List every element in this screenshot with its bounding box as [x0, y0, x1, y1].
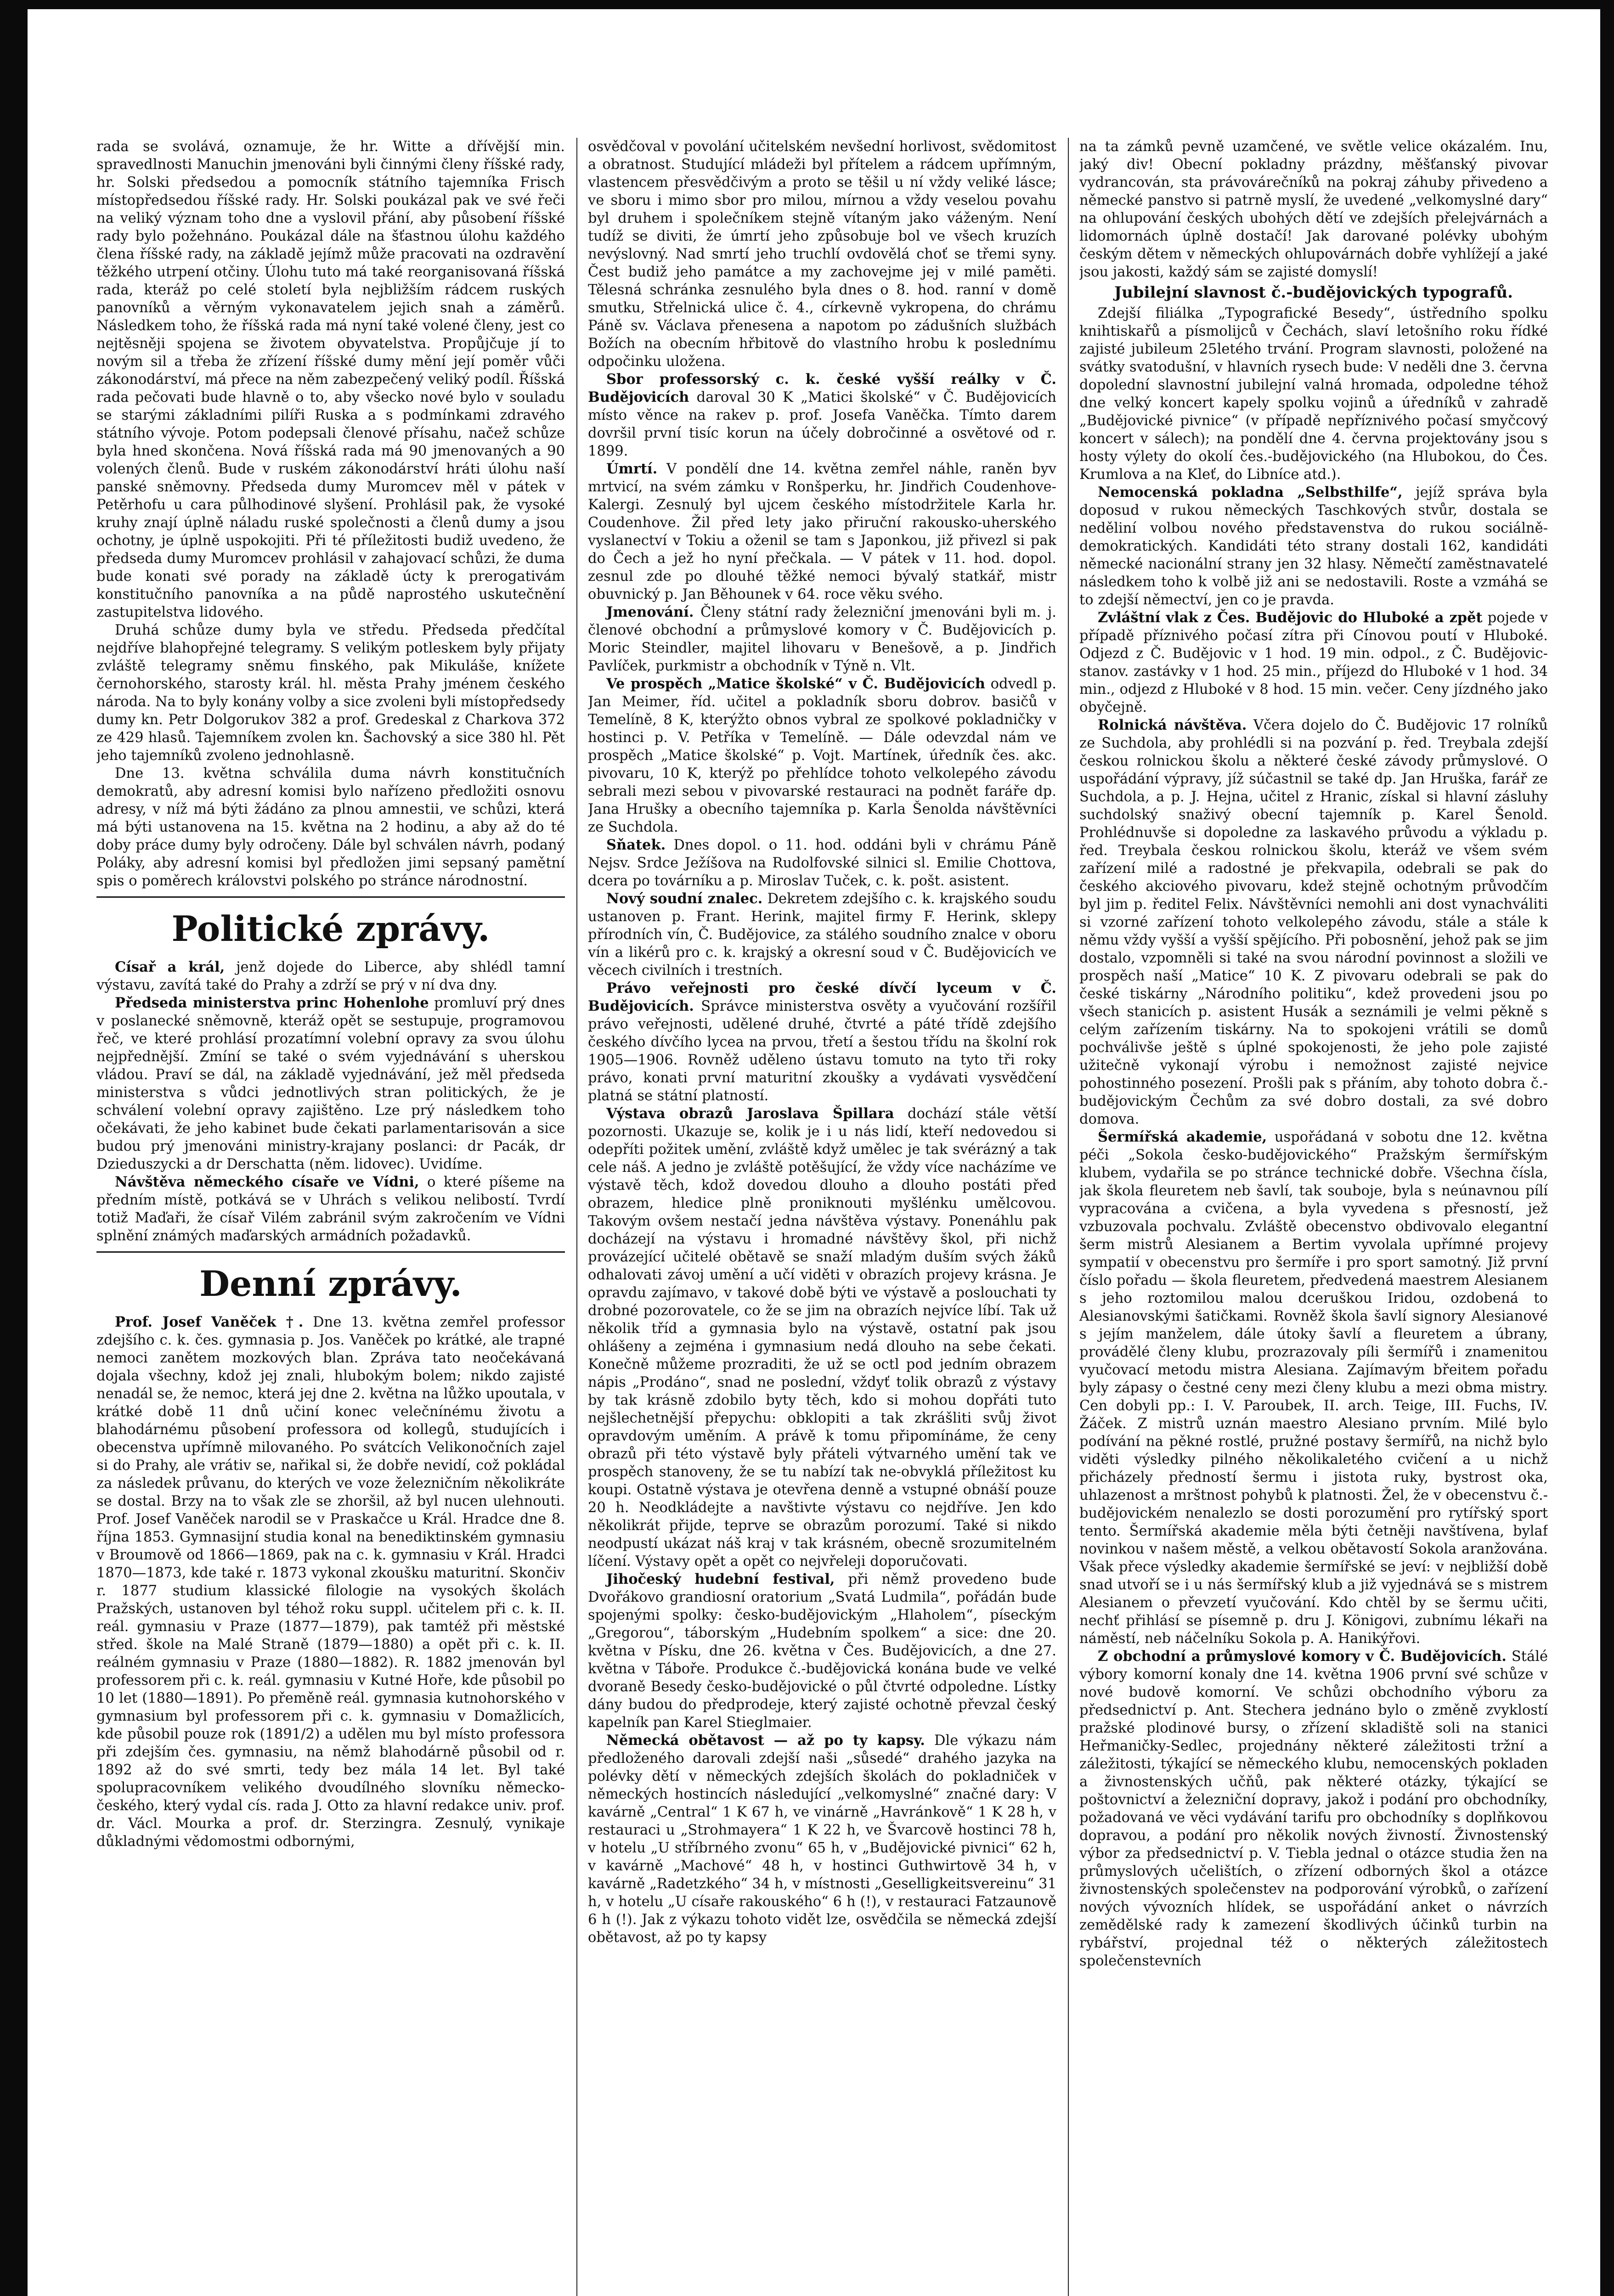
item-text: Správce ministerstva osvěty a vyučování rozšířil právo veřejnosti, udělené druhé, čtvrté a páté třídě zdejšího českého dívčího lycea na prvou, třetí a šestou třídu na školní rok 1905—1906. Rovněž uděleno ústavu tomuto na tyto tři roky právo, konati první maturitní zkoušky a vydávati vysvědčení platná se státní platností.: [588, 998, 1056, 1104]
item-text: Stálé výbory komorní konaly dne 14. května 1906 první své schůze v nové budově komorní. Ve schůzi obchodního výboru za předsednictví p. Ant. Stechera jednáno bylo o změně zvyklostí pražské plodinové bursy, o zřízení skladiště soli na stanici Heřmaničky-Sedlec, projednány některé záležitosti tržní a záležitosti, týkající se německého klubu, nemocenských pokladen a živnostenských učňů, pak některé otázky, týkající se poštovnictví a železniční dopravy, jakož i podání pro obchodníky, požadovaná ve věci vydávání tarifu pro obchodníky s doplňkovou dopravou, a podání pro několik nových živností. Živnostenský výbor za předsednictví p. V. Tiebla jednal o otázce studia žen na průmyslových učelištích, o zřízení odborných škol a otázce živnostenských společenstev na podporování výrobků, o zařízení nových vývozních hlídek, se uspořádání anket o návrzích zemědělské rady k zamezení škodlivých účinků turbin na rybářství, projednal též o některých záležitostech společenstevních: [1079, 1649, 1548, 1969]
item-lead: Předseda ministerstva princ Hohenlohe: [115, 995, 429, 1011]
item-text: Dekretem zdejšího c. k. krajského soudu ustanoven p. Frant. Herink, majitel firmy F. Herink, sklepy přírodních vín, Č. Budějovice, za stálého soudního znalce v oboru vín a likérů pro c. k. krajský a okresní soud v Č. Budějovicích ve věcech civilních i trestních.: [588, 891, 1056, 979]
section-divider: [96, 1251, 565, 1253]
item-text: Členy státní rady železniční jmenováni byli m. j. členové obchodní a průmyslové komory v Č. Budějovicích p. Moric Steindler, majitel lihovaru v Benešově, a p. Jindřich Pavlíček, purkmistr a obchodník v Týně n. Vlt.: [588, 604, 1056, 674]
item-text: daroval 30 K „Matici školské“ v Č. Budějovicích místo věnce na rakev p. prof. Josefa Vaněčka. Tímto darem dovršil první tisíc korun na účely dobročinné a osvětové od r. 1899.: [588, 389, 1056, 459]
item-lead: Ve prospěch „Matice školské“ v Č. Budějovicích: [606, 675, 985, 692]
item-lead: Zvláštní vlak z Čes. Budějovic do Hluboké a zpět: [1098, 609, 1483, 626]
column-rule: [1068, 138, 1069, 2296]
column-rule: [576, 138, 577, 2296]
column-middle: [588, 138, 1056, 2296]
item-lead: Výstava obrazů Jaroslava Špillara: [606, 1105, 894, 1122]
item-text: jenž dojede do Liberce, aby shlédl tamní výstavu, zavítá také do Prahy a zdrží se prý v ní dva dny.: [96, 959, 565, 993]
item-text: dochází stále větší pozornosti. Ukazuje se, kolik je i u nás lidí, kteří nedovedou si odepříti požitek umění, zvláště když umělec je tak svérázný a tak cele náš. A jedno je zvláště potěšující, že vždy více nacházíme ve výstavě těch, kdož dovedou dlouho a dlouho postáti před obrazem, hledice plně proniknouti myšlénku umělcovou. Takovým ovšem nestačí jedna návštěva výstavy. Ponenáhlu pak docházejí na výstavu i hromadné návštěvy škol, při nichž provázející učitelé obětavě se snaží mladým duším svých žáků odhalovati závoj umění a učí viděti v obrazích projevy krásna. Je opravdu zajímavo, v takové době býti ve výstavě a poslouchati ty drobné pozorovatele, co že se jim na obrazích nejvíce líbí. Tak už několik tříd a gymnasia bylo na výstavě, ostatní pak jsou ohlášeny a zejména i gymnasium nedá dlouho na sebe čekati. Konečně můžeme prozraditi, že už se octl pod jedním obrazem nápis „Prodáno“, snad ne poslední, vždyť tolik obrazů z výstavy by tak krásně zdobilo byty těch, kdo si mohou dopřáti tuto nejšlechetnější přepychu: obklopiti a tak zkrášliti svůj život opravdovým uměním. A právě k tomu připomínáme, že ceny obrazů při této výstavě byly přáteli výtvarného umění tak ve prospěch stanoveny, že se tu nabízí tak ne-obvyklá příležitost ku koupi. Ostatně výstava je otevřena denně a vstupné obnáší pouze 20 h. Neodkládejte a navštivte výstavu co nejdříve. Jen kdo několikrát přijde, teprve se obrazům porozumí. Také si nikdo neodpustí ukázat náš kraj v tak krásném, obecně srozumitelném líčení. Výstavy opět a opět co nejvřeleji doporučovati.: [588, 1106, 1056, 1570]
item-lead: Císař a král,: [115, 959, 225, 975]
item-lead: Nový soudní znalec.: [606, 890, 763, 907]
item-text: o které píšeme na předním místě, potkává se v Uhrách s velikou nelibostí. Tvrdí totiž Maďaři, že císař Vilém zabránil svým zakročením ve Vídni splnění známých maďarských armádních požadavků.: [96, 1174, 565, 1244]
item-text: V pondělí dne 14. května zemřel náhle, raněn byv mrtvicí, na svém zámku v Ronšperku, hr. Jindřich Coudenhove-Kalergi. Zesnulý byl ujcem českého místodržitele Karla hr. Coudenhove. Žil před lety jako přiruční rakousko-uherského vyslanectví v Tokiu a oženil se tam s Japonkou, již přivezl si pak do Čech a jež ho nyní přečkala. — V pátek v 11. hod. dopol. zesnul zde po dlouhé těžké nemoci bývalý statkář, mistr obuvnický p. Jan Běhounek v 64. roce věku svého.: [588, 461, 1056, 602]
article-paragraph: Druhá schůze dumy byla ve středu. Předseda předčítal nejdříve blahopřejné telegramy. S velikým potleskem byly přijaty zvláště telegramy sněmu finského, pak Mikuláše, knížete černohorského, starosty král. hl. města Prahy jménem českého národa. Na to byly konány volby a sice zvoleni byli místopředsedy dumy kn. Petr Dolgorukov 382 a prof. Gredeskal z Charkova 372 ze 429 hlasů. Tajemníkem zvolen kn. Šachovský a sice 380 hl. Pět jeho tajemníků zvoleno jednohlasně.: [96, 622, 565, 764]
item-lead: Sbor professorský c. k. české vyšší reálky v Č. Budějovicích: [588, 371, 1056, 405]
item-text: Včera dojelo do Č. Budějovic 17 rolníků ze Suchdola, aby prohlédli si na pozvání p. řed. Treybala zdejší českou rolnickou školu a některé české závody průmyslové. O uspořádání výpravy, jíž súčastnil se také dp. Jan Hruška, farář ze Suchdola, a p. J. Hejna, učitel z Hranic, získal si hlavní zásluhy suchdolský snaživý obecní tajemník p. Karel Šenold. Prohlédnuvše si dopoledne za laskavého průvodu a výkladu p. řed. Treybala českou rolnickou školu, kteráž ve všem svém zařízení milé a radostné je překvapila, odebrali se pak do českého akciového pivovaru, kdež stejně ochotným průvodčím byl jim p. ředitel Felix. Návštěvníci nemohli ani dost vynachváliti si vzorné zařízení tohoto velkolepého závodu, stále a stále k němu vždy vyšší a vyšší spějícího. Při pobosnění, jehož pak se jim dostalo, vzpomněli si také na svou národní povinnost a složili ve prospěch naší „Matice“ 10 K. Z pivovaru odebrali se pak do české tiskárny „Národního politiku“, kdež provedeni jsou po všech stanicích p. asistent Husák a seznámili je velmi pěkně s celým zařízením tiskárny. Na to spokojeni vrátili se domů pochválivše ještě s úplné spokojenosti, že jeho pole zajisté užitečně vykonají výrobu i nemožnost zajisté nejvice pohostinného posezení. Prošli pak s přáním, aby tohoto dobra č.-budějovickým Čechům za své dobro dostali, za své dobro domova.: [1079, 717, 1548, 1127]
column-left: [96, 138, 565, 2296]
item-lead: Sňatek.: [606, 837, 666, 853]
item-text: při němž provedeno bude Dvořákovo grandiosní oratorium „Svatá Ludmila“, pořádán bude spojenými spolky: česko-budějovickým „Hlaholem“, píseckým „Gregorou“, táborským „Hudebním spolkem“ a sice: dne 20. května v Písku, dne 26. května v Čes. Budějovicích, a dne 27. května v Táboře. Produkce č.-budějovická konána bude ve velké dvoraně Besedy česko-budějovické o půl čtvrté odpoledne. Lístky dány budou do předprodeje, který zajisté ochotně převzal český kapelník pan Karel Stieglmaier.: [588, 1571, 1056, 1731]
section-heading-daily: Denní zprávy.: [199, 1263, 462, 1304]
column-right: [1079, 138, 1548, 2296]
item-lead: Šermířská akademie,: [1098, 1129, 1267, 1145]
item-lead: Právo veřejnosti pro české dívčí lyceum v Č. Budějovicích.: [588, 980, 1056, 1014]
subheading-typographers: Jubilejní slavnost č.-budějovických typografů.: [1114, 283, 1513, 302]
article-paragraph: na ta zámků pevně uzamčené, ve světle velice okázalém. Inu, jaký div! Obecní pokladny prázdny, měšťanský pivovar vydrancován, sta právovárečníků na pokraj záhuby přivedeno a německé panstvo si patrně myslí, že uvedené „velkomyslné dary“ na ohlupování českých ubohých dětí ve zdejších přelejvárnách a lidomornách úplně dostačí! Jak darované polévky ubohým českým dětem v německých ohlupovárnách dobře vyhlížejí a jaké jsou jakosti, každý sám se zajisté domyslí!: [1079, 139, 1548, 280]
article-paragraph: Zdejší filiálka „Typografické Besedy“, ústředního spolku knihtiskařů a písmolijců v Čechách, slaví letošního roku řídké zajisté jubileum 25letého trvání. Program slavnosti, položené na svátky svatodušní, v hlavních rysech bude: V neděli dne 3. června dopolední slavnostní jubilejní valná hromada, odpoledne téhož dne velký koncert kapely spolku vojinů a úředníků v zahradě „Budějovické pivnice“ (v případě nepříznivého počasí smyčcový koncert v sálech); na pondělí dne 4. června projektovány jsou s hosty výlety do okolí čes.-budějovického (na Hlubokou, do Čes. Krumlova a na Kleť, do Libníce atd.).: [1079, 305, 1548, 483]
item-lead: Návštěva německého císaře ve Vídni,: [115, 1174, 419, 1190]
item-text: jejíž správa byla doposud v rukou německých Taschkových stvůr, dostala se neděliní volbou nového představenstva do rukou sociálně-demokratických. Kandidáti této strany dostali 162, kandidáti německé nacionální strany jen 32 hlasy. Němečtí zaměstnavatelé následkem toho k volbě již ani se nedostavili. Roste a vzmáhá se to zdejší němectví, jen co je pravda.: [1079, 484, 1548, 608]
item-text: Dne 13. května zemřel professor zdejšího c. k. čes. gymnasia p. Jos. Vaněček po krátké, ale trapné nemoci zanětem mozkových blan. Zpráva tato neočekávaná dojala všechny, kdož jej znali, hlubokým bolem; nikdo zajisté nenadál se, že nemoc, která jej dne 2. května na lůžko upoutala, v krátké době 11 dnů učiní konec velečnínému životu a blahodárnému působení professora od kollegů, studujících i obecenstva upřímně milovaného. Po svátcích Velikonočních zajel si do Prahy, ale vrátiv se, nařikal si, že dobře nevidí, což pokládal za následek průvanu, do kterých ve voze železničním několikráte se dostal. Brzy na to však zle se zhoršil, až byl nucen ulehnouti. Prof. Josef Vaněček narodil se v Praskačce u Král. Hradce dne 8. října 1853. Gymnasijní studia konal na benediktinském gymnasiu v Broumově od 1866—1869, pak na c. k. gymnasiu v Král. Hradci 1870—1873, kde také r. 1873 vykonal zkoušku maturitní. Skončiv r. 1877 studium klassické filologie na vysokých školách Pražských, ustanoven byl téhož roku suppl. učitelem při c. k. II. reál. gymnasiu v Praze (1877—1879), pak tamtéž při městské střed. škole na Malé Straně (1879—1880) a opět při c. k. II. reálném gymnasiu v Praze (1880—1882). R. 1882 jmenován byl professorem při c. k. reál. gymnasiu v Kutné Hoře, kde působil po 10 let (1880—1891). Po přeměně reál. gymnasia kutnohorského v gymnasium byl professorem při c. k. gymnasiu v Domažlicích, kde působil pouze rok (1891/2) a udělen mu byl místo professora při zdejším čes. gymnasiu, na němž blahodárně působil od r. 1892 až do své smrti, tedy bez mála 14 let. Byl také spolupracovníkem velikého dvoudílného slovníku německo-českého, který vydal cís. rada J. Otto za hlavní redakce univ. prof. dr. Václ. Mourka a prof. dr. Sterzingra. Zesnulý, vynikaje důkladnými vědomostmi odbornými,: [96, 1314, 565, 1850]
item-lead: Úmrtí.: [606, 461, 658, 477]
item-text: Dnes dopol. o 11. hod. oddáni byli v chrámu Páně Nejsv. Srdce Ježíšova na Rudolfovské silnici sl. Emilie Chottova, dcera po továrníku a p. Miroslav Tuček, c. k. pošt. asistent.: [588, 837, 1056, 889]
article-paragraph: Dne 13. května schválila duma návrh konstitučních demokratů, aby adresní komisi bylo nařízeno předložiti osnovu adresy, v níž má býti žádáno za plnou amnestii, ve schůzi, která má býti ustanovena na 15. května na 2 hodinu, a aby až do té doby práce dumy byly odročeny. Dále byl schválen návrh, podaný Poláky, aby adresní komisi byl předložen jimi sepsaný pamětní spis o poměrech královstvi polského po stránce národnostní.: [96, 765, 565, 889]
item-lead: Jmenování.: [606, 604, 694, 620]
article-paragraph: osvědčoval v povolání učitelském nevšední horlivost, svědomitost a obratnost. Studující mládeži byl přítelem a rádcem upřímným, vlastencem přesvědčivým a proto se těšil u ní vždy veliké lásce; ve sboru i mimo sbor pro milou, mírnou a vždy veselou povahu byl druhem i společníkem stejně vítaným jako váženým. Není tudíž se diviti, že úmrtí jeho způsobuje bol ve všech kruzích nevýslovný. Nad smrtí jeho truchlí ovdovělá choť se třemi syny. Čest budiž jeho památce a my zachovejme jej v milé paměti. Tělesná schránka zesnulého byla dnes o 8. hod. ranní v domě smutku, Střelnická ulice č. 4., církevně vykropena, do chrámu Páně sv. Václava přenesena a napotom po zádušních službách Božích na obecním hřbitově do vlastního hrobu k poslednímu odpočinku uložena.: [588, 139, 1056, 370]
item-lead: Jihočeský hudební festival,: [606, 1571, 835, 1587]
item-text: odvedl p. Jan Meimer, říd. učitel a pokladník sboru dobrov. basičů v Temelíně, 8 K, kterýžto obnos vybral ze spolkové pokladničky v hostinci p. V. Petříka v Temelíně. — Dále odevzdal nám ve prospěch „Matice školské“ p. Vojt. Martínek, úředník čes. akc. pivovaru, 10 K, kterýž po přehlídce tohoto velkolepého závodu sebrali mezi sebou v pivovarské restauraci na podnět faráře dp. Jana Hrušky a obecního tajemníka p. Karla Šenolda návštěvníci ze Suchdola.: [588, 676, 1056, 835]
item-text: Dle výkazu nám předloženého darovali zdejší naši „sůsedé“ drahého jazyka na polévky dětí v německých zdejších školách do pokladniček v německých hostincích následující „velkomyslné“ značné dary: V kavárně „Central“ 1 K 67 h, ve vinárně „Havránkově“ 1 K 28 h, v restauraci u „Strohmayera“ 1 K 22 h, ve Švarcově hostinci 78 h, v hotelu „U stříbrného zvonu“ 65 h, v „Budějovické pivnici“ 62 h, v kavárně „Machové“ 48 h, v hostinci Guthwirtově 34 h, v kavárně „Radetzkého“ 34 h, v místnosti „Geselligkeitsvereinu“ 31 h, v hotelu „U císaře rakouského“ 6 h (!), v restauraci Fatzaunově 6 h (!). Jak z výkazu tohoto vidět lze, osvědčila se německá zdejší obětavost, až po ty kapsy: [588, 1733, 1056, 1946]
section-divider: [96, 896, 565, 898]
item-lead: Nemocenská pokladna „Selbsthilfe“,: [1098, 484, 1403, 501]
item-text: promluví prý dnes v poslanecké sněmovně, kteráž opět se sestupuje, programovou řeč, ve které prohlásí prozatímní volební opravy za svou úlohu nejpřednější. Zmíní se také o svém vyjednávání s uherskou vládou. Praví se dál, na základě vyjednávání, jež měl předseda ministerstva s vůdci jednotlivých stran politických, že je schválení volební opravy zajištěno. Lze prý následkem toho očekávati, že jeho kabinet bude čekati parlamentarisován a sice budou prý jmenováni ministry-krajany poslanci: dr Pacák, dr Dzieduszycki a dr Derschatta (něm. lidovec). Uvidíme.: [96, 995, 565, 1172]
article-paragraph: rada se svolává, oznamuje, že hr. Witte a dřívější min. spravedlnosti Manuchin jmenováni byli činnými členy říšské rady, hr. Solski předsedou a pomocník státního tajemníka Frisch místopředsedou říšské rady. Hr. Solski poukázal pak ve své řeči na veliký význam toho dne a vyslovil přání, aby působení říšské rady bylo požehnáno. Poukázal dále na šťastnou úlohu každého člena říšské rady, na základě jejímž může pracovati na ozdravění těžkého utrpení otčiny. Úlohu tuto má také reorganisovaná říšská rada, kteráž po celé století byla nejbližším rádcem ruských panovníků a věrným vykonavatelem jejich snah a záměrů. Následkem toho, že říšská rada má nyní také volené členy, jest co nejtěsněji spojena se životem obyvatelstva. Propůjčuje jí to novým sil a třeba že zřízení říšské dumy mění její poměr vůči zákonodárství, má přece na něm zabezpečený veliký podíl. Říšská rada pečovati bude hlavně o to, aby všecko nové bylo v souladu se starými základními pilíři Ruska a s podmínkami zdravého státního vývoje. Potom podepsali členové přísahu, načež schůze byla hned skončena. Nová říšská rada má 90 jmenovaných a 90 volených členů. Bude v ruském zákonodárství hráti úlohu naší panské sněmovny. Předseda dumy Muromcev měl v pátek v Petěrhofu u cara půlhodinové slyšení. Prohlásil pak, že vysoké kruhy znají úplně náladu ruské společnosti a členů dumy a jsou ochotny, je úplně uspokojiti. Při té příležitosti budiž uvedeno, že předseda dumy Muromcev prohlásil v zahajovací schůzi, že duma bude konati své porady na základě úcty k prerogativám konstitučního panovníka a na půdě naprostého uskutečnění zastupitelstva lidového.: [96, 139, 565, 620]
item-lead: Rolnická návštěva.: [1098, 717, 1247, 733]
item-lead: Německá obětavost — až po ty kapsy.: [606, 1732, 925, 1749]
item-lead: Z obchodní a průmyslové komory v Č. Budějovicích.: [1098, 1648, 1507, 1665]
newspaper-page: [96, 138, 1612, 2296]
item-text: pojede v případě příznivého počasí zítra při Cínovou poutí v Hluboké. Odjezd z Č. Budějovic v 1 hod. 19 min. odpol., z Č. Budějovic-stanov. zastávky v 1 hod. 25 min., příjezd do Hluboké v 1 hod. 34 min., odjezd z Hluboké v 8 hod. 15 min. večer. Ceny jízdného jako obyčejně.: [1079, 610, 1548, 715]
item-lead: Prof. Josef Vaněček †.: [115, 1314, 304, 1330]
item-text: uspořádaná v sobotu dne 12. května péči „Sokola česko-budějovického“ Pražským šermířským klubem, vydařila se po stránce technické dobře. Všechna čísla, jak škola fleuretem neb šavlí, tak souboje, byla s neúnavnou pílí vypracována a cvičena, a byla vyvedena s přesností, jež vzbuzovala pochvalu. Zvláště obecenstvo obdivovalo elegantní šerm mistrů Alesianem a Bertim vyvolala upřímné projevy sympatií v obecenstvu pro šermíře i pro sport samotný. Již první číslo pořadu — škola fleuretem, předvedená maestrem Alesianem s jeho roztomilou malou dceruškou Iridou, ozdobená to Alesianovskými šatičkami. Rovněž škola šavlí signory Alesianové s jejím manželem, dále útoky šavlí a fleuretem a úbrany, provádělé členy klubu, prozrazovaly píli šermířů i znamenitou vyučovací metodu mistra Alesiana. Zajímavým břeitem pořadu byly zápasy o čestné ceny mezi členy klubu a mezi obma mistry. Cen dobyli pp.: I. V. Paroubek, II. arch. Teige, III. Fuchs, IV. Žáček. Z mistrů uznán maestro Alesiano prvním. Milé bylo podívání na pěkné rostlé, pružné postavy šermířů, na nichž bylo viděti výsledky pilného několikaletého cvičení a u nichž přicházely předností šermu i jistota ruky, bystrost oka, uhlazenost a mrštnost pohybů k platnosti. Žel, že v obecenstvu č.-budějovickém nenalezlo se dosti porozumění pro rytířský sport tento. Šermířská akademie měla býti četněji navštívena, bylaf novinkou v našem městě, a velkou obětavostí Sokola aranžována. Však přece výsledky akademie šermířské se jeví: v nejbližší době snad utvoří se i u nás šermířský klub a již vyjednává se s mistrem Alesianem o převzetí vyučování. Kdo chtěl by se šermu učiti, nechť přihlásí se písemně p. dru J. Königovi, zubnímu lékaři na náměstí, neb náčelníku Sokola p. A. Hanikýřovi.: [1079, 1129, 1548, 1647]
section-heading-political: Politické zprávy.: [171, 908, 490, 949]
